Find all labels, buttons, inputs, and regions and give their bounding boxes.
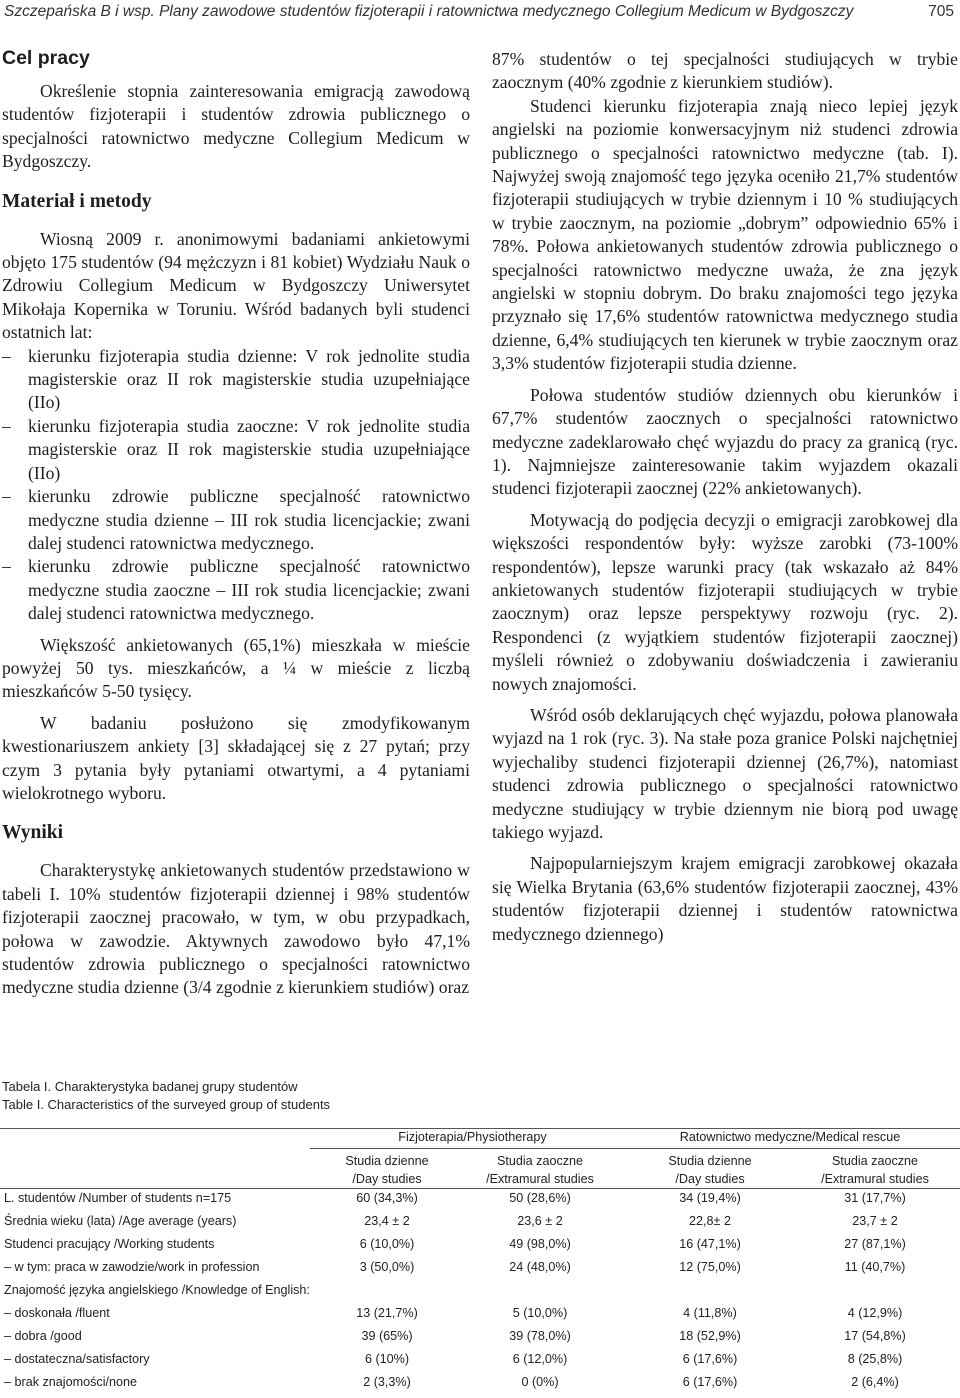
table-caption bbox=[2, 1078, 330, 1113]
table-cell: 27 (87,1%) bbox=[844, 1237, 906, 1251]
table-cell: 2 (3,3%) bbox=[363, 1375, 411, 1389]
table-cell: 4 (12,9%) bbox=[847, 1306, 903, 1320]
table-row-label: L. studentów /Number of students n=175 bbox=[4, 1191, 232, 1205]
caption-pl: Tabela I. Charakterystyka badanej grupy studentów bbox=[2, 1079, 298, 1094]
list-item: – kierunku zdrowie publiczne specjalność ratownictwo medyczne studia dzienne – III rok studia licencjackie; zwani dalej studenci ratownictwa medycznego. bbox=[2, 485, 470, 555]
table-cell: 50 (28,6%) bbox=[509, 1191, 571, 1205]
methods-paragraph-1: Wiosną 2009 r. anonimowymi badaniami ankietowymi objęto 175 studentów (94 mężczyzn i 81 kobiet) Wydziału Nauk o Zdrowiu Collegium Medicum w Bydgoszczy Uniwersytet Mikołaja Kopernika w Toruniu. Wśród badanych byli studenci ostatnich lat: bbox=[2, 228, 470, 343]
table-cell: 4 (11,8%) bbox=[683, 1306, 737, 1320]
group-header-medical-rescue: Ratownictwo medyczne/Medical rescue bbox=[679, 1130, 901, 1144]
table-cell: 2 (6,4%) bbox=[851, 1375, 899, 1389]
paragraph: Studenci kierunku fizjoterapia znają nieco lepiej język angielski na poziomie konwersacyjnym niż studenci zdrowia publicznego o specjalności ratownictwo medyczne (tab. I). Najwyżej swoją znajomość tego języka oceniło 21,7% studentów fizjoterapii studiujących w trybie dziennym i 10 % studiujących w trybie zaocznym, na poziomie „dobrym” odpowiednio 65% i 78%. Połowa ankietowanych studentów zdrowia publicznego o specjalności ratownictwo medyczne uważa, że zna język angielski w stopniu dobrym. Do braku znajomości tego języka przyznało się 17,6% studentów ratownictwa medycznego studia dzienne, 6,4% studiujących ten kierunek w trybie zaocznym oraz 3,3% studentów fizjoterapii studia dzienne. bbox=[492, 95, 958, 374]
right-column bbox=[492, 48, 958, 946]
list-item: – kierunku fizjoterapia studia zaoczne: V rok jednolite studia magisterskie oraz II rok magisterskie studia uzupełniające (IIo) bbox=[2, 415, 470, 485]
table-top-rule bbox=[0, 1128, 960, 1129]
table-cell: 24 (48,0%) bbox=[509, 1260, 571, 1274]
table-cell: 23,7 ± 2 bbox=[852, 1214, 898, 1228]
table-cell: 60 (34,3%) bbox=[356, 1191, 418, 1205]
table-row-label: – dostateczna/satisfactory bbox=[4, 1352, 150, 1366]
table-row-label: – brak znajomości/none bbox=[4, 1375, 138, 1389]
table-row-label: – dobra /good bbox=[4, 1329, 82, 1343]
heading-results: Wyniki bbox=[2, 822, 64, 844]
table-row-label: Znajomość języka angielskiego /Knowledge of English: bbox=[4, 1283, 310, 1297]
list-item: – kierunku fizjoterapia studia dzienne: V rok jednolite studia magisterskie oraz II rok magisterskie studia uzupełniające (IIo) bbox=[2, 345, 470, 415]
table-cell: 16 (47,1%) bbox=[679, 1237, 741, 1251]
aim-text: Określenie stopnia zainteresowania emigracją zawodową studentów fizjoterapii i studentów zdrowia publicznego o specjalności ratownictwo medyczne Collegium Medicum w Bydgoszczy. bbox=[2, 81, 470, 172]
table-cell: 31 (17,7%) bbox=[844, 1191, 906, 1205]
table-cell: 8 (25,8%) bbox=[847, 1352, 903, 1366]
methods-paragraph-3: W badaniu posłużono się zmodyfikowanym kwestionariuszem ankiety [3] składającej się z 27 pytań; przy czym 3 pytania były pytaniami otwartymi, a 4 pytaniami wielokrotnego wyboru. bbox=[2, 712, 470, 803]
table-row-label: – doskonała /fluent bbox=[4, 1306, 110, 1320]
running-title: Szczepańska B i wsp. Plany zawodowe studentów fizjoterapii i ratownictwa medycznego Collegium Medicum w Bydgoszczy bbox=[4, 3, 854, 20]
paragraph: 87% studentów o tej specjalności studiujących w trybie zaocznym (40% zgodnie z kierunkiem studiów). bbox=[492, 49, 958, 93]
table-cell: 23,6 ± 2 bbox=[517, 1214, 563, 1228]
column-header: Studia zaoczne /Extramural studies bbox=[486, 1154, 594, 1186]
left-column bbox=[2, 46, 470, 1000]
table-cell: 5 (10,0%) bbox=[512, 1306, 568, 1320]
table-cell: 13 (21,7%) bbox=[356, 1306, 418, 1320]
table-cell: 3 (50,0%) bbox=[359, 1260, 415, 1274]
list-item: – kierunku zdrowie publiczne specjalność ratownictwo medyczne studia zaoczne – III rok studia licencjackie; zwani dalej studenci ratownictwa medycznego. bbox=[2, 555, 470, 625]
caption-en: Table I. Characteristics of the surveyed group of students bbox=[2, 1096, 331, 1112]
group-header-physiotherapy: Fizjoterapia/Physiotherapy bbox=[398, 1130, 547, 1144]
table-cell: 39 (78,0%) bbox=[509, 1329, 571, 1343]
table-cell: 22,8± 2 bbox=[689, 1214, 731, 1228]
table-cell: 23,4 ± 2 bbox=[364, 1214, 410, 1228]
table-cell: 39 (65%) bbox=[361, 1329, 413, 1343]
table-row-label: – w tym: praca w zawodzie/work in profession bbox=[4, 1260, 260, 1274]
column-header: Studia zaoczne /Extramural studies bbox=[821, 1154, 929, 1186]
column-header: Studia dzienne /Day studies bbox=[668, 1154, 752, 1186]
table-cell: 6 (17,6%) bbox=[682, 1375, 738, 1389]
group-header-rule bbox=[310, 1148, 960, 1149]
column-header: Studia dzienne /Day studies bbox=[345, 1154, 429, 1186]
methods-paragraph-2: Większość ankietowanych (65,1%) mieszkała w mieście powyżej 50 tys. mieszkańców, a ¼ w mieście z liczbą mieszkańców 5-50 tysięcy. bbox=[2, 634, 470, 702]
table-cell: 34 (19,4%) bbox=[679, 1191, 741, 1205]
table-cell: 6 (10,0%) bbox=[359, 1237, 415, 1251]
table-row-label: Studenci pracujący /Working students bbox=[4, 1237, 215, 1251]
table-cell: 18 (52,9%) bbox=[679, 1329, 741, 1343]
table-row-label: Średnia wieku (lata) /Age average (years) bbox=[4, 1214, 237, 1228]
heading-aim: Cel pracy bbox=[2, 47, 90, 69]
table-cell: 17 (54,8%) bbox=[844, 1329, 906, 1343]
table-cell: 11 (40,7%) bbox=[844, 1260, 906, 1274]
table-cell: 6 (17,6%) bbox=[682, 1352, 738, 1366]
paragraph: Motywacją do podjęcia decyzji o emigracji zarobkowej dla większości respondentów były: wyższe zarobki (73-100% respondentów), lepsze warunki pracy (tak wskazało aż 84% ankietowanych studentów fizjoterapii studiujących w trybie zaocznym) oraz lepsze perspektywy rozwoju (ryc. 2). Respondenci (z wyjątkiem studentów fizjoterapii zaocznej) myśleli również o zdobywaniu doświadczenia i zawieraniu nowych znajomości. bbox=[492, 509, 958, 694]
table-header-rule bbox=[0, 1188, 960, 1189]
table-cell: 12 (75,0%) bbox=[679, 1260, 741, 1274]
paragraph: Połowa studentów studiów dziennych obu kierunków i 67,7% studentów zaocznych o specjalności ratownictwo medyczne zadeklarowało chęć wyjazdu do pracy za granicą (ryc. 1). Najmniejsze zainteresowanie takim wyjazdem okazali studenci fizjoterapii zaocznej (22% ankietowanych). bbox=[492, 384, 958, 499]
table-cell: 49 (98,0%) bbox=[509, 1237, 571, 1251]
study-groups-list bbox=[2, 345, 470, 626]
table-cell: 6 (12,0%) bbox=[512, 1352, 568, 1366]
paragraph: Wśród osób deklarujących chęć wyjazdu, połowa planowała wyjazd na 1 rok (ryc. 3). Na stałe poza granice Polski najchętniej wyjechaliby studenci fizjoterapii dziennej (26,7%), natomiast studenci zdrowia publicznego o specjalności ratownictwo medyczne studiujący w trybie dziennym nie biorą pod uwagę takiego wyjazd. bbox=[492, 704, 958, 842]
results-paragraph-1: Charakterystykę ankietowanych studentów przedstawiono w tabeli I. 10% studentów fizjoterapii dziennej i 98% studentów fizjoterapii zaocznej pracowało, w tym, w obu przypadkach, połowa w zawodzie. Aktywnych zawodowo było 47,1% studentów zdrowia publicznego o specjalności ratownictwo medyczne studia dzienne (3/4 zgodnie z kierunkiem studiów) oraz bbox=[2, 860, 470, 998]
page-number: 705 bbox=[928, 3, 954, 20]
table-cell: 0 (0%) bbox=[521, 1375, 559, 1389]
running-header bbox=[0, 0, 960, 30]
paragraph: Najpopularniejszym krajem emigracji zarobkowej okazała się Wielka Brytania (63,6% studentów fizjoterapii zaocznej, 43% studentów fizjoterapii dziennej i studentów ratownictwa medycznego dziennego) bbox=[492, 853, 958, 944]
table-cell: 6 (10%) bbox=[364, 1352, 410, 1366]
heading-methods: Materiał i metody bbox=[2, 190, 152, 212]
